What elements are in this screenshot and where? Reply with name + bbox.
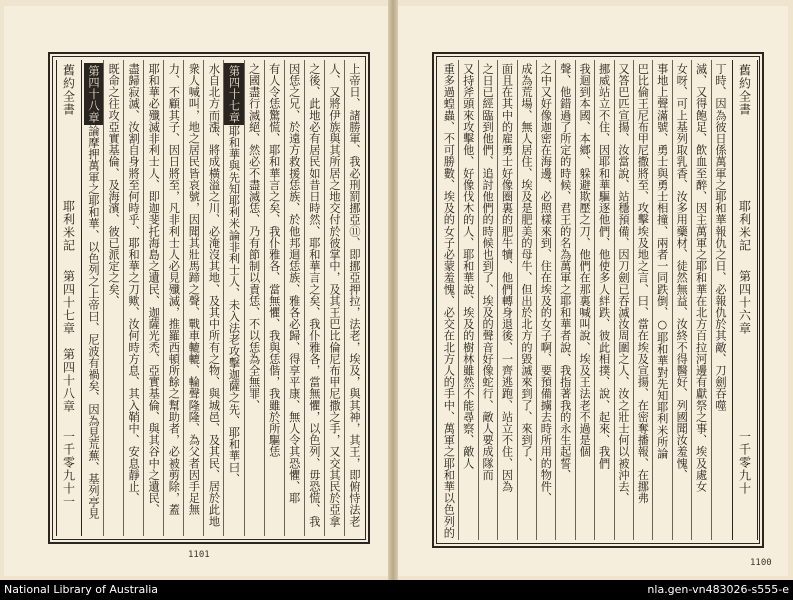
- text-column: 事地上聲滿號、勇士與勇士相撞、兩者一同跌倒、○耶和華對先知耶利米所論: [652, 60, 671, 540]
- page-number: 一千零九十一: [61, 430, 76, 508]
- footer-bar: [0, 580, 793, 600]
- text-column: 面且在其中的雇勇士好像圈裏的肥牛犢、他們轉身退後、一齊逃跑、站立不住、因為: [497, 60, 516, 540]
- library-credit: National Library of Australia: [4, 583, 159, 596]
- text-column: 挪威站立不住、因耶和華驅逐他們、他使多人絆跌、彼此相撲、說、起來、我們: [594, 60, 613, 540]
- text-column: 丁時、因為彼日係萬軍之耶和華報仇之日、必報仇於其敵、刀劍吞噬: [711, 60, 730, 540]
- right-page: [398, 6, 788, 576]
- left-page: [4, 6, 388, 576]
- text-column: 力、不顧其子、因日將至，凡非利士人必見殲滅，推羅西頓所餘之幫助者，必被剪除，蓋: [163, 60, 183, 536]
- text-column: 第四十八章論摩押萬軍之耶和華、以色列之上帝曰、尼波有禍矣、因為見荒蕪、基列亭見: [84, 60, 103, 536]
- text-column: 女呀、可上基列取乳香、汝多用藥材、徒然無益、汝終不得醫好、列國聞汝羞愧、: [672, 60, 691, 540]
- text-column: 第四十七章耶和華與先知耶利米論非利士人、未入法老攻擊迦薩之先、耶和華曰、: [223, 60, 243, 536]
- book-title: 舊約全書: [737, 64, 752, 116]
- book-gutter: [388, 0, 398, 580]
- left-body-text: [84, 60, 364, 536]
- book-name: 耶利米記: [737, 200, 752, 252]
- text-column: 耶和華必殲滅非利士人、即迦斐托海島之遺民、迦薩光禿、亞實基倫、與其谷中之遺民、: [143, 60, 163, 536]
- record-id: nla.gen-vn483026-s555-e: [647, 583, 789, 596]
- page-stamp: 1100: [750, 558, 772, 568]
- text-column: 之後、此地必有居民如昔日時然、耶和華言之矣、我仆雅各，當無懼，以色列、毋恐慌、我: [304, 60, 324, 536]
- text-column: 聲、他錯過了所定的時候、君王的名為萬軍之耶和華者說、我指著我的永生起誓、: [555, 60, 574, 540]
- right-body-text: [440, 60, 730, 540]
- chapter-range: 第四十七章 第四十八章: [61, 270, 76, 413]
- text-column: 成為荒場、無人居住、埃及是肥美的母牛、但出於北方的毀滅來到了、來到了、: [517, 60, 536, 540]
- text-column: 水自北方而漲、將成橫溢之川、必淹沒其地、及其中所有之物、與城邑、及其民、居於此地: [203, 60, 223, 536]
- left-margin-column: [56, 60, 82, 536]
- text-column: 有人令恁驚慌、耶和華言之矣、我仆雅各、當無懼、我與恁偕，我雖於所驅恁: [264, 60, 284, 536]
- text-column: 既命之往攻亞實基倫、及海濱、彼已派定之矣、: [103, 60, 123, 536]
- text-column: 人、又將伊族與其所居之地交付於彼掌中，及其王巴比倫尼布甲尼撒之手，又交其民於亞拿: [324, 60, 344, 536]
- text-column: 上帝日、諸勝軍、我必刑罰挪亞⑪、即挪亞押拉，法老，埃及，與其神，其王，即俯恃法老: [344, 60, 364, 536]
- text-column: 之日已經臨到他們、追討他們的時候也到了、埃及的聲音好像蛇行、敵人要成隊而: [478, 60, 497, 540]
- text-column: 巴比倫王尼布甲尼撒將至、攻擊埃及地之言、曰、當在埃及宣揚、在密奪播報、在挪弗: [633, 60, 652, 540]
- page-number: 一千零九十: [737, 430, 752, 495]
- text-column: 重多過蝗蟲、不可勝數、埃及的女子必蒙羞愧、必交在北方人的手中、萬軍之耶和華以色列的: [442, 63, 456, 539]
- text-column: 我迴到本國、本鄉、躲避欺壓之刀、他們在那裏喊叫說、埃及王法老不過是個: [575, 60, 594, 540]
- text-column: 衆人喊叫，地之居民皆哀號，因聞其壯馬蹄之聲、戰車轆轆、輪聲隆隆、為父者因手足無: [183, 60, 203, 536]
- text-column: 之中又好像迦密在海邊、必照樣來到、住在埃及的女子啊、要預備擄去時所用的物件、: [536, 60, 555, 540]
- chapter-heading: 第四十七章: [224, 63, 244, 125]
- left-text-frame: [48, 52, 370, 544]
- chapter-range: 第四十六章: [737, 270, 752, 335]
- book-title: 舊約全書: [61, 64, 76, 116]
- text-column: 又答巴匹宣揚、汝當說、站穩預備、因刀劍已吞滅汝周圍之人、汝之壯士何以被沖去、: [614, 60, 633, 540]
- right-text-frame: [432, 52, 764, 548]
- text-column: 之國盡行滅絕、然必不盡滅恁、乃有節制以責恁、不以恁為全無罪、: [244, 60, 264, 536]
- right-margin-column: [732, 60, 758, 540]
- text-column: 滅、又得飽足、飲血至醉、因主萬軍之耶和華在北方百拉河邊有獻祭之事、埃及處女: [691, 60, 710, 540]
- text-column: 盡歸寂滅、汝割自身將至何時乎、耶和華之刀歟、汝何時方息、其入鞘中、安息靜止、: [123, 60, 143, 536]
- book-name: 耶利米記: [61, 200, 76, 252]
- text-column: 又持斧頭來攻擊他、好像伐木的人、耶和華說、埃及的樹林雖然不能尋察、敵人: [458, 60, 477, 540]
- text-column: 因恁之兄、於遠方救援恁族、於他邦迴恁族、雅各必歸、得享平康、無人令其恐懼、耶: [284, 60, 304, 536]
- page-stamp: 1101: [188, 550, 210, 560]
- chapter-heading: 第四十八章: [84, 63, 103, 125]
